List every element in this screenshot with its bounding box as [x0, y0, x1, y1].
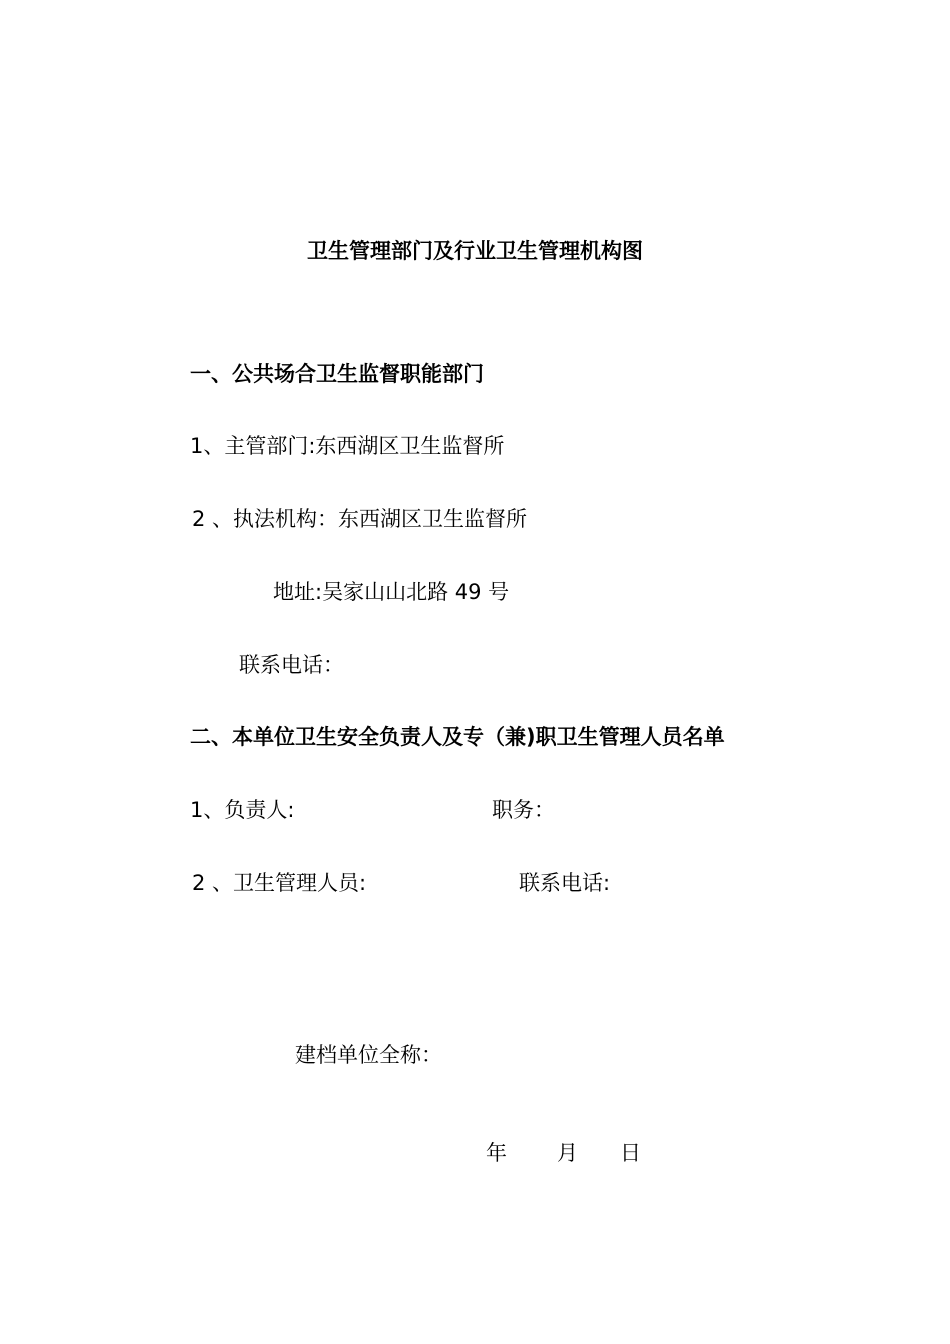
- section-1-item-1: 1、主管部门:东西湖区卫生监督所: [190, 434, 505, 458]
- section-1-address: 地址:吴家山山北路 49 号: [273, 580, 510, 604]
- position-label: 职务：: [492, 798, 555, 822]
- date-day-label: 日: [620, 1141, 641, 1165]
- section-2-heading: 二、本单位卫生安全负责人及专（兼)职卫生管理人员名单: [190, 725, 725, 749]
- document-title: 卫生管理部门及行业卫生管理机构图: [307, 239, 643, 263]
- unit-full-name-label: 建档单位全称：: [295, 1043, 442, 1067]
- section-1-heading: 一、公共场合卫生监督职能部门: [190, 362, 484, 386]
- hygiene-manager-label: 2 、卫生管理人员:: [192, 871, 367, 895]
- section-1-phone: 联系电话：: [239, 653, 344, 677]
- section-1-item-2: 2 、执法机构：东西湖区卫生监督所: [192, 507, 528, 531]
- manager-phone-label: 联系电话:: [519, 871, 611, 895]
- date-month-label: 月: [557, 1141, 578, 1165]
- date-year-label: 年: [486, 1141, 507, 1165]
- responsible-person-label: 1、负责人:: [190, 798, 295, 822]
